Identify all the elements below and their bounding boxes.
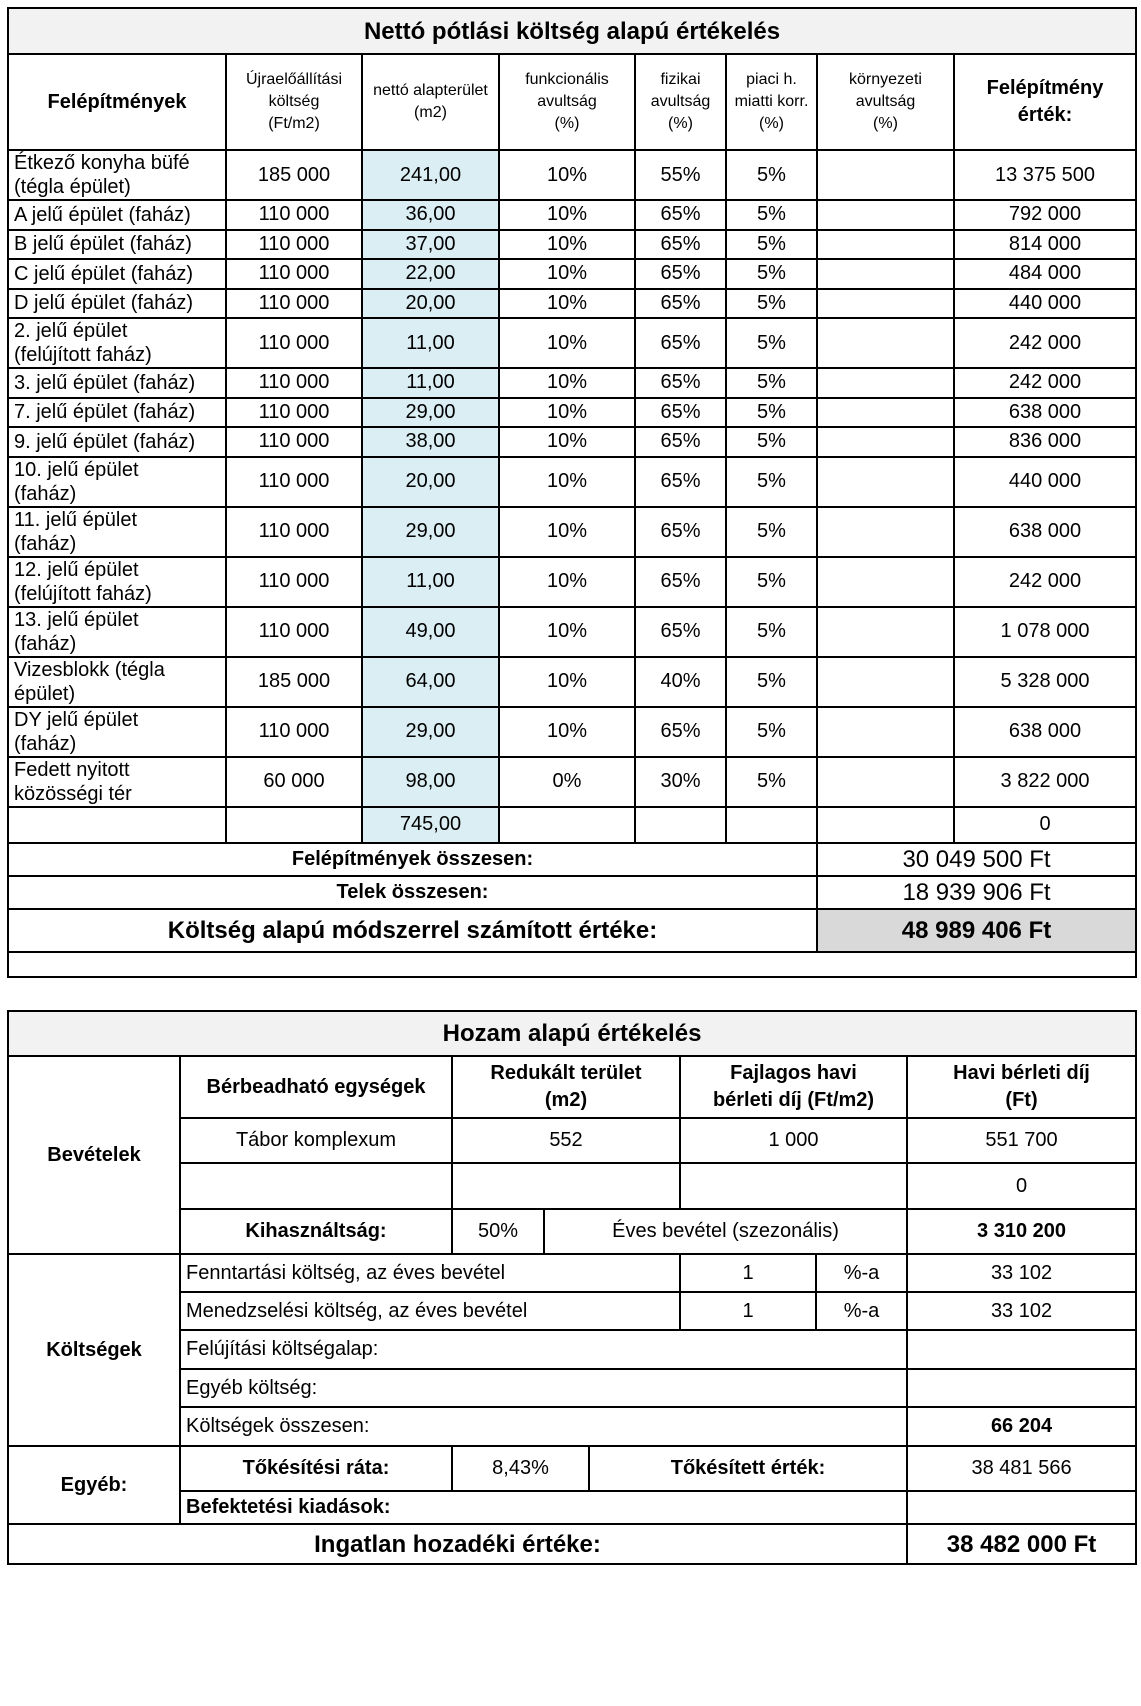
building-area: 64,00 <box>362 657 499 707</box>
building-environmental <box>817 427 954 457</box>
building-area: 11,00 <box>362 368 499 398</box>
building-environmental <box>817 607 954 657</box>
cost-section-title: Nettó pótlási költség alapú értékelés <box>8 8 1136 54</box>
costs-total: 66 204 <box>907 1407 1136 1446</box>
building-environmental <box>817 707 954 757</box>
building-physical: 65% <box>635 707 726 757</box>
building-name: A jelű épület (faház) <box>8 200 226 230</box>
building-market: 5% <box>726 398 817 428</box>
maintenance-cost-unit: %-a <box>816 1254 907 1292</box>
building-value: 1 078 000 <box>954 607 1136 657</box>
header-functional: funkcionális avultság (%) <box>499 54 635 150</box>
building-area: 20,00 <box>362 457 499 507</box>
land-total-label: Telek összesen: <box>8 876 817 909</box>
building-value: 836 000 <box>954 427 1136 457</box>
building-physical: 65% <box>635 200 726 230</box>
building-environmental <box>817 289 954 319</box>
header-market: piaci h. miatti korr. (%) <box>726 54 817 150</box>
building-cost: 110 000 <box>226 398 362 428</box>
building-row <box>8 457 1136 507</box>
building-row <box>8 259 1136 289</box>
building-physical: 65% <box>635 427 726 457</box>
building-environmental <box>817 657 954 707</box>
building-physical: 65% <box>635 368 726 398</box>
building-cost: 110 000 <box>226 707 362 757</box>
renovation-cost-value <box>907 1330 1136 1369</box>
cap-value: 38 481 566 <box>907 1446 1136 1491</box>
building-name: 13. jelű épület (faház) <box>8 607 226 657</box>
building-row <box>8 607 1136 657</box>
building-market: 5% <box>726 557 817 607</box>
management-cost-value: 33 102 <box>907 1292 1136 1330</box>
building-cost: 110 000 <box>226 318 362 368</box>
building-functional: 10% <box>499 507 635 557</box>
maintenance-cost-pct: 1 <box>680 1254 816 1292</box>
building-value: 484 000 <box>954 259 1136 289</box>
building-cost: 110 000 <box>226 607 362 657</box>
building-market: 5% <box>726 200 817 230</box>
building-row <box>8 398 1136 428</box>
building-row <box>8 230 1136 260</box>
building-environmental <box>817 259 954 289</box>
building-value: 242 000 <box>954 368 1136 398</box>
buildings-total-label: Felépítmények összesen: <box>8 843 817 876</box>
other-cost-label: Egyéb költség: <box>180 1369 907 1407</box>
building-cost: 110 000 <box>226 557 362 607</box>
building-physical: 65% <box>635 507 726 557</box>
building-row <box>8 757 1136 807</box>
management-cost-label: Menedzselési költség, az éves bevétel <box>180 1292 680 1330</box>
building-rows <box>8 150 1136 807</box>
building-cost: 110 000 <box>226 507 362 557</box>
renovation-cost-label: Felújítási költségalap: <box>180 1330 907 1369</box>
building-functional: 10% <box>499 368 635 398</box>
building-row <box>8 150 1136 200</box>
building-row <box>8 368 1136 398</box>
unit-row: 0 <box>8 1163 1136 1209</box>
building-functional: 0% <box>499 757 635 807</box>
building-market: 5% <box>726 607 817 657</box>
building-market: 5% <box>726 368 817 398</box>
building-cost: 185 000 <box>226 657 362 707</box>
building-cost: 110 000 <box>226 427 362 457</box>
building-functional: 10% <box>499 150 635 200</box>
building-functional: 10% <box>499 557 635 607</box>
building-area: 22,00 <box>362 259 499 289</box>
income-section-title: Hozam alapú értékelés <box>8 1011 1136 1056</box>
land-total: 18 939 906 Ft <box>817 876 1136 909</box>
building-name: B jelű épület (faház) <box>8 230 226 260</box>
maintenance-cost-value: 33 102 <box>907 1254 1136 1292</box>
value-total-cell: 0 <box>954 807 1136 843</box>
spacer-row <box>8 952 1136 977</box>
building-value: 242 000 <box>954 557 1136 607</box>
building-name: DY jelű épület (faház) <box>8 707 226 757</box>
building-area: 29,00 <box>362 398 499 428</box>
building-row <box>8 318 1136 368</box>
occupancy-label: Kihasználtság: <box>180 1209 452 1254</box>
investment-label: Befektetési kiadások: <box>180 1491 907 1524</box>
building-cost: 185 000 <box>226 150 362 200</box>
header-monthly-rent: Havi bérleti díj (Ft) <box>907 1056 1136 1118</box>
cost-value: 48 989 406 Ft <box>817 909 1136 952</box>
building-name: 11. jelű épület (faház) <box>8 507 226 557</box>
building-value: 5 328 000 <box>954 657 1136 707</box>
building-name: C jelű épület (faház) <box>8 259 226 289</box>
building-cost: 110 000 <box>226 289 362 319</box>
building-name: 10. jelű épület (faház) <box>8 457 226 507</box>
building-physical: 65% <box>635 557 726 607</box>
header-reduced-area: Redukált terület (m2) <box>452 1056 680 1118</box>
building-value: 440 000 <box>954 289 1136 319</box>
building-name: 7. jelű épület (faház) <box>8 398 226 428</box>
building-functional: 10% <box>499 289 635 319</box>
maintenance-cost-label: Fenntartási költség, az éves bevétel <box>180 1254 680 1292</box>
area-total: 745,00 <box>362 807 499 843</box>
building-environmental <box>817 557 954 607</box>
building-functional: 10% <box>499 230 635 260</box>
building-name: 3. jelű épület (faház) <box>8 368 226 398</box>
building-market: 5% <box>726 507 817 557</box>
building-value: 638 000 <box>954 398 1136 428</box>
building-cost: 110 000 <box>226 200 362 230</box>
building-cost: 110 000 <box>226 368 362 398</box>
building-environmental <box>817 150 954 200</box>
investment-value <box>907 1491 1136 1524</box>
building-environmental <box>817 368 954 398</box>
building-functional: 10% <box>499 398 635 428</box>
building-row <box>8 289 1136 319</box>
management-cost-pct: 1 <box>680 1292 816 1330</box>
building-area: 11,00 <box>362 557 499 607</box>
building-environmental <box>817 398 954 428</box>
cap-rate-label: Tőkésítési ráta: <box>180 1446 452 1491</box>
income-value: 38 482 000 Ft <box>907 1524 1136 1564</box>
building-market: 5% <box>726 259 817 289</box>
building-value: 13 375 500 <box>954 150 1136 200</box>
other-cost-value <box>907 1369 1136 1407</box>
building-market: 5% <box>726 657 817 707</box>
building-environmental <box>817 230 954 260</box>
building-row <box>8 507 1136 557</box>
building-name: D jelű épület (faház) <box>8 289 226 319</box>
building-environmental <box>817 757 954 807</box>
building-value: 3 822 000 <box>954 757 1136 807</box>
building-value: 638 000 <box>954 707 1136 757</box>
building-functional: 10% <box>499 318 635 368</box>
cost-valuation-table <box>7 7 1137 978</box>
building-physical: 30% <box>635 757 726 807</box>
building-market: 5% <box>726 230 817 260</box>
building-cost: 110 000 <box>226 457 362 507</box>
building-name: 2. jelű épület (felújított faház) <box>8 318 226 368</box>
building-physical: 65% <box>635 607 726 657</box>
building-physical: 40% <box>635 657 726 707</box>
building-functional: 10% <box>499 457 635 507</box>
building-functional: 10% <box>499 707 635 757</box>
building-cost: 110 000 <box>226 259 362 289</box>
header-value: Felépítmény érték: <box>954 54 1136 150</box>
building-value: 814 000 <box>954 230 1136 260</box>
building-market: 5% <box>726 457 817 507</box>
building-market: 5% <box>726 289 817 319</box>
building-name: 9. jelű épület (faház) <box>8 427 226 457</box>
cap-value-label: Tőkésített érték: <box>589 1446 907 1491</box>
header-area: nettó alapterület (m2) <box>362 54 499 150</box>
building-row <box>8 707 1136 757</box>
annual-income: 3 310 200 <box>907 1209 1136 1254</box>
building-area: 49,00 <box>362 607 499 657</box>
building-physical: 65% <box>635 398 726 428</box>
building-name: Vizesblokk (tégla épület) <box>8 657 226 707</box>
building-area: 20,00 <box>362 289 499 319</box>
building-physical: 65% <box>635 289 726 319</box>
header-environmental: környezeti avultság (%) <box>817 54 954 150</box>
building-market: 5% <box>726 757 817 807</box>
building-area: 98,00 <box>362 757 499 807</box>
header-buildings: Felépítmények <box>8 54 226 150</box>
revenue-label: Bevételek <box>8 1056 180 1254</box>
building-area: 36,00 <box>362 200 499 230</box>
header-unit-rent: Fajlagos havi bérleti díj (Ft/m2) <box>680 1056 907 1118</box>
building-area: 241,00 <box>362 150 499 200</box>
cap-rate: 8,43% <box>452 1446 589 1491</box>
building-area: 11,00 <box>362 318 499 368</box>
unit-row: Tábor komplexum 552 1 000 551 700 <box>8 1118 1136 1163</box>
building-row <box>8 557 1136 607</box>
building-name: Étkező konyha büfé (tégla épület) <box>8 150 226 200</box>
building-functional: 10% <box>499 657 635 707</box>
building-market: 5% <box>726 318 817 368</box>
header-cost: Újraelőállítási költség (Ft/m2) <box>226 54 362 150</box>
building-physical: 65% <box>635 259 726 289</box>
costs-label: Költségek <box>8 1254 180 1446</box>
building-row <box>8 200 1136 230</box>
building-name: 12. jelű épület (felújított faház) <box>8 557 226 607</box>
building-environmental <box>817 457 954 507</box>
building-value: 440 000 <box>954 457 1136 507</box>
building-area: 29,00 <box>362 507 499 557</box>
income-valuation-table <box>7 1010 1137 1565</box>
building-area: 38,00 <box>362 427 499 457</box>
building-area: 37,00 <box>362 230 499 260</box>
building-market: 5% <box>726 427 817 457</box>
building-cost: 110 000 <box>226 230 362 260</box>
building-value: 792 000 <box>954 200 1136 230</box>
building-value: 638 000 <box>954 507 1136 557</box>
other-label: Egyéb: <box>8 1446 180 1524</box>
building-environmental <box>817 318 954 368</box>
building-functional: 10% <box>499 427 635 457</box>
building-functional: 10% <box>499 607 635 657</box>
building-value: 242 000 <box>954 318 1136 368</box>
building-environmental <box>817 200 954 230</box>
occupancy-value: 50% <box>452 1209 544 1254</box>
building-row <box>8 427 1136 457</box>
area-total-row <box>8 807 1136 843</box>
building-functional: 10% <box>499 259 635 289</box>
building-cost: 60 000 <box>226 757 362 807</box>
building-row <box>8 657 1136 707</box>
costs-total-label: Költségek összesen: <box>180 1407 907 1446</box>
building-physical: 55% <box>635 150 726 200</box>
income-value-label: Ingatlan hozadéki értéke: <box>8 1524 907 1564</box>
header-physical: fizikai avultság (%) <box>635 54 726 150</box>
building-physical: 65% <box>635 457 726 507</box>
building-name: Fedett nyitott közösségi tér <box>8 757 226 807</box>
building-market: 5% <box>726 707 817 757</box>
building-environmental <box>817 507 954 557</box>
management-cost-unit: %-a <box>816 1292 907 1330</box>
building-physical: 65% <box>635 230 726 260</box>
header-units: Bérbeadható egységek <box>180 1056 452 1118</box>
buildings-total: 30 049 500 Ft <box>817 843 1136 876</box>
building-functional: 10% <box>499 200 635 230</box>
building-area: 29,00 <box>362 707 499 757</box>
cost-value-label: Költség alapú módszerrel számított értéke: <box>8 909 817 952</box>
annual-income-label: Éves bevétel (szezonális) <box>544 1209 907 1254</box>
building-physical: 65% <box>635 318 726 368</box>
building-market: 5% <box>726 150 817 200</box>
